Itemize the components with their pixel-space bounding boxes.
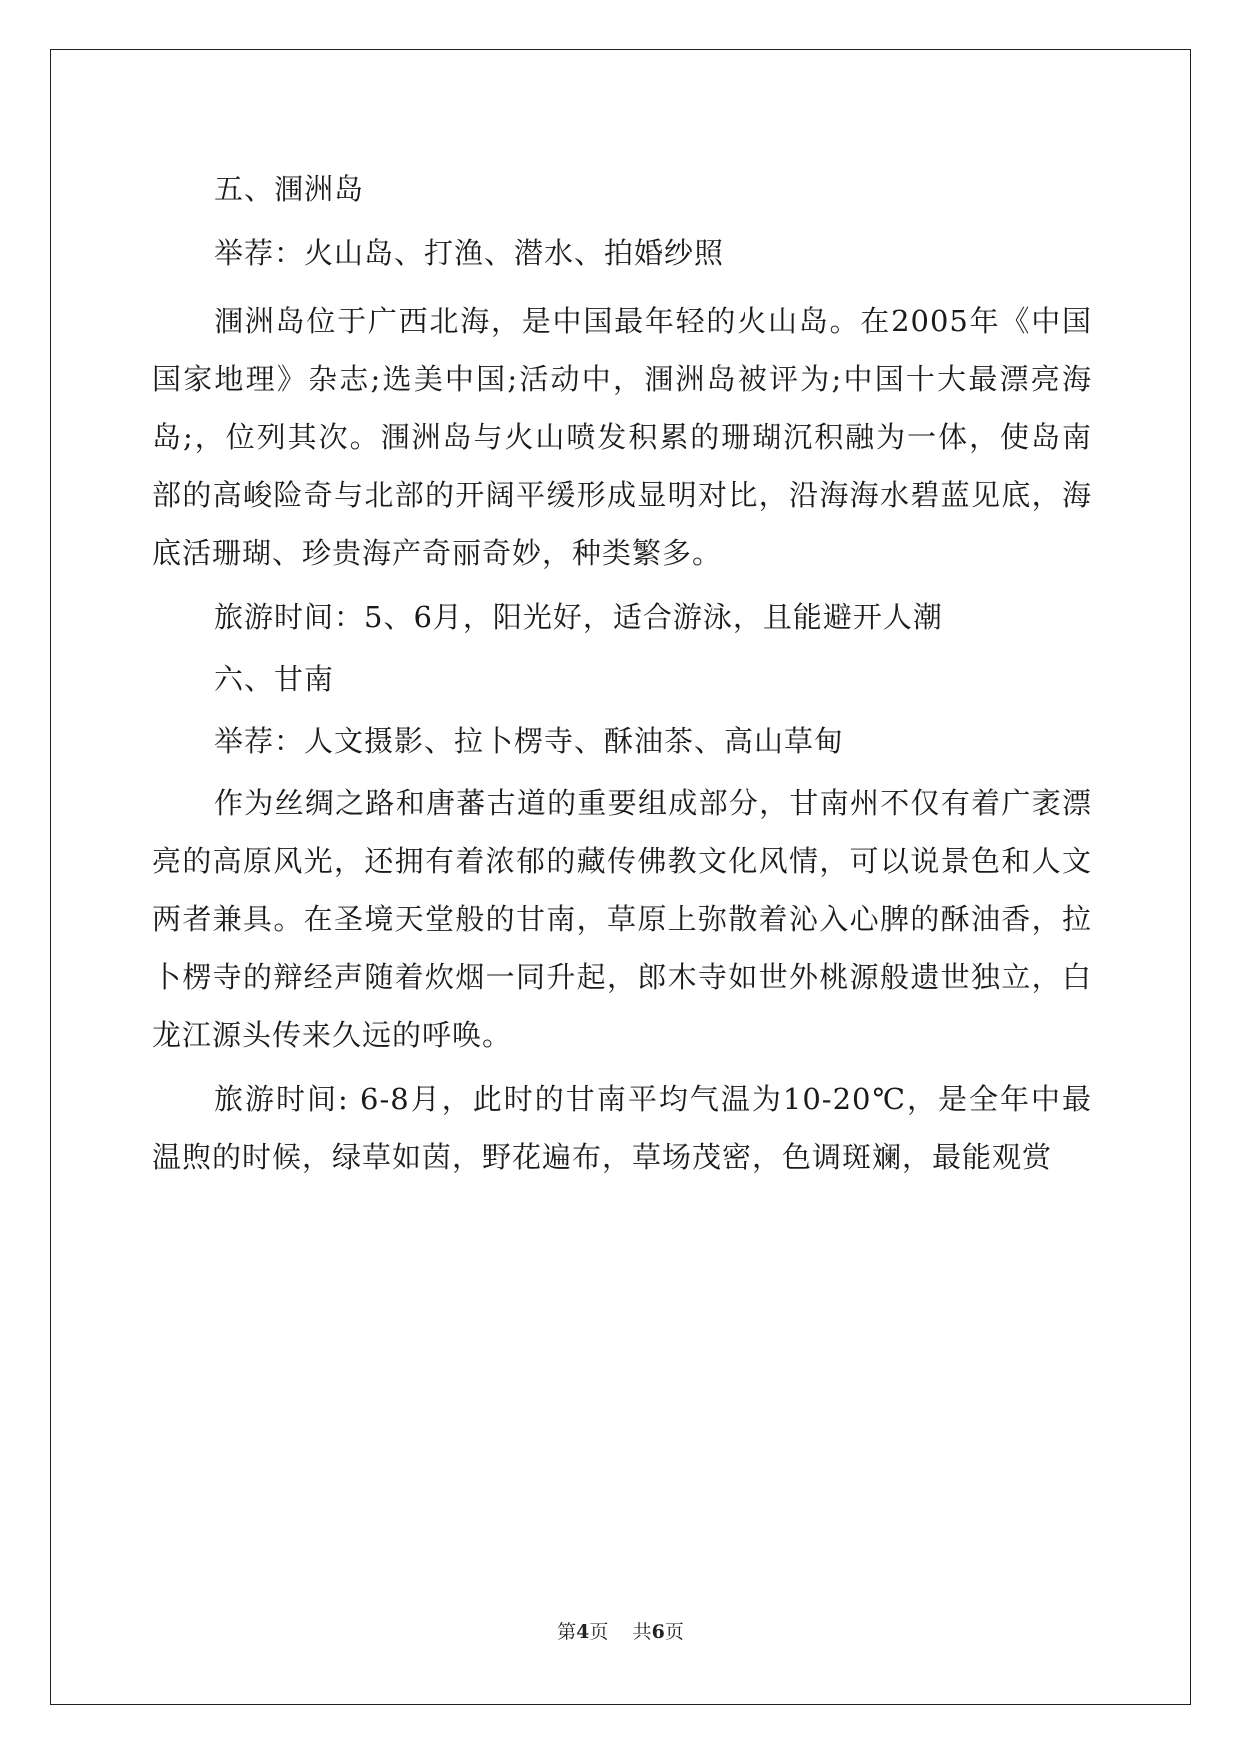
footer-page-number: 4 [576, 1621, 590, 1643]
footer-total-suffix: 页 [664, 1621, 684, 1643]
section-heading-gannan: 六、甘南 [214, 662, 335, 696]
travel-time-weizhou: 旅游时间：5、6月，阳光好，适合游泳，且能避开人潮 [214, 600, 943, 634]
body-paragraph-weizhou: 涠洲岛位于广西北海，是中国最年轻的火山岛。在2005年《中国国家地理》杂志;选美中国;活动中，涠洲岛被评为;中国十大最漂亮海岛;，位列其次。涠洲岛与火山喷发积累的珊瑚沉积融为一体，使岛南部的高峻险奇与北部的开阔平缓形成显明对比，沿海海水碧蓝见底，海底活珊瑚、珍贵海产奇丽奇妙，种类繁多。 [152, 304, 1092, 570]
recommend-gannan: 举荐：人文摄影、拉卜楞寺、酥油茶、高山草甸 [214, 724, 845, 758]
document-body [152, 160, 1092, 1186]
footer-total-prefix: 共 [632, 1621, 652, 1643]
page-footer [0, 1617, 1241, 1644]
footer-total-pages: 6 [651, 1621, 665, 1643]
recommend-weizhou: 举荐：火山岛、打渔、潜水、拍婚纱照 [214, 236, 725, 270]
footer-page-suffix: 页 [589, 1621, 609, 1643]
body-paragraph-gannan: 作为丝绸之路和唐蕃古道的重要组成部分，甘南州不仅有着广袤漂亮的高原风光，还拥有着浓郁的藏传佛教文化风情，可以说景色和人文两者兼具。在圣境天堂般的甘南，草原上弥散着沁入心脾的酥油香，拉卜楞寺的辩经声随着炊烟一同升起，郎木寺如世外桃源般遗世独立，白龙江源头传来久远的呼唤。 [152, 786, 1092, 1052]
footer-page-prefix: 第 [557, 1621, 577, 1643]
travel-time-gannan: 旅游时间: 6-8月，此时的甘南平均气温为10-20℃，是全年中最温煦的时候，绿草如茵，野花遍布，草场茂密，色调斑斓，最能观赏 [152, 1082, 1092, 1174]
section-heading-weizhou: 五、涠洲岛 [214, 172, 365, 206]
